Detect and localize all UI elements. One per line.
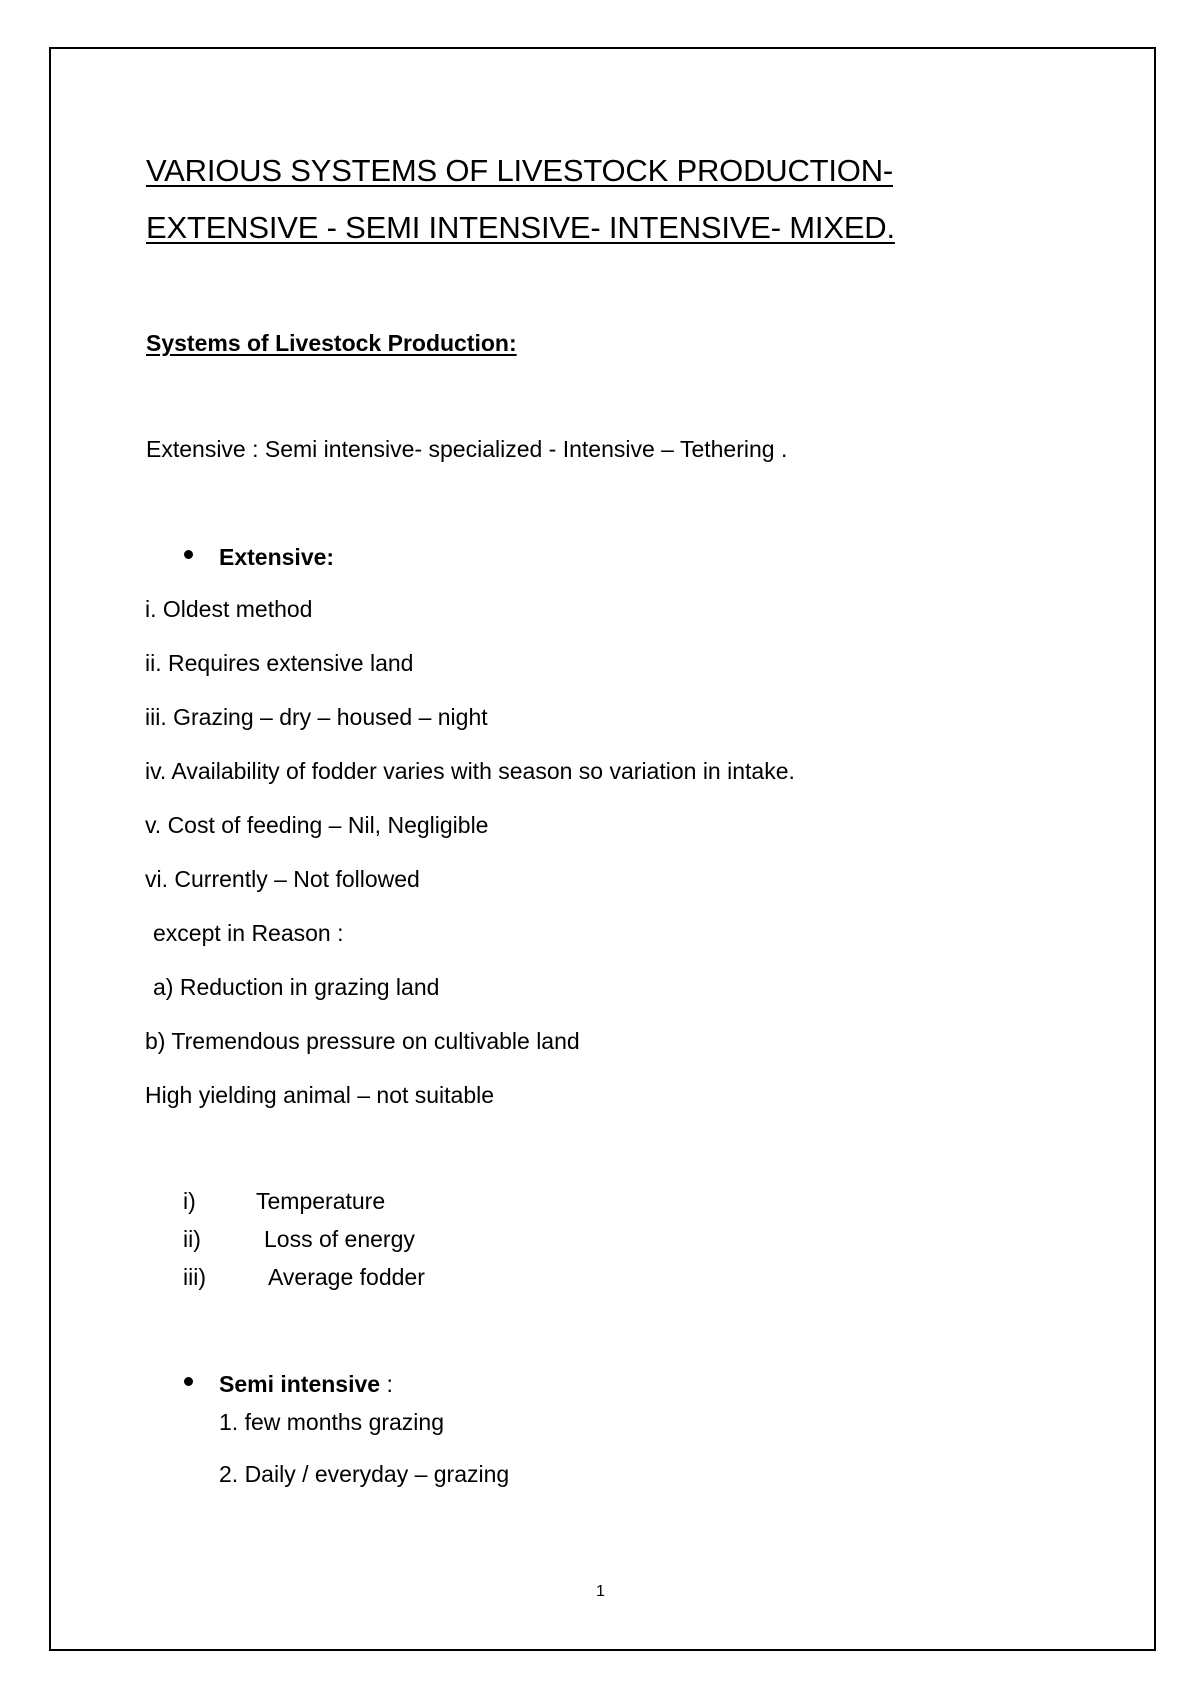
document-title-line-2: EXTENSIVE - SEMI INTENSIVE- INTENSIVE- MIXED. — [146, 210, 895, 245]
except-label: except in Reason : — [153, 920, 344, 946]
bullet-icon — [184, 550, 193, 559]
semi-intensive-point: 2. Daily / everyday – grazing — [219, 1461, 510, 1487]
page-border — [49, 47, 1156, 1651]
extensive-point: ii. Requires extensive land — [145, 650, 414, 676]
extensive-point: v. Cost of feeding – Nil, Negligible — [145, 812, 489, 838]
reason-item: a) Reduction in grazing land — [153, 974, 440, 1000]
extensive-point: iii. Grazing – dry – housed – night — [145, 704, 488, 730]
extensive-point: vi. Currently – Not followed — [145, 866, 420, 892]
bullet-icon — [184, 1377, 193, 1386]
sub-list-text: Loss of energy — [264, 1226, 415, 1252]
reason-item: b) Tremendous pressure on cultivable land — [145, 1028, 580, 1054]
sub-list-text: Temperature — [256, 1188, 386, 1214]
semi-intensive-heading-row — [219, 1373, 393, 1396]
extensive-heading: Extensive: — [219, 544, 335, 570]
semi-intensive-point: 1. few months grazing — [219, 1409, 445, 1435]
sub-list-text: Average fodder — [268, 1264, 425, 1290]
summary-line: Extensive : Semi intensive- specialized - Intensive – Tethering . — [146, 436, 788, 462]
extensive-point: iv. Availability of fodder varies with season so variation in intake. — [145, 758, 795, 784]
sub-list-number: i) — [183, 1188, 196, 1214]
semi-intensive-heading: Semi intensive — [219, 1371, 381, 1397]
sub-list-number: ii) — [183, 1226, 201, 1252]
semi-intensive-heading-suffix: : — [380, 1371, 393, 1397]
extensive-point: i. Oldest method — [145, 596, 313, 622]
high-yielding-note: High yielding animal – not suitable — [145, 1082, 495, 1108]
sub-list-number: iii) — [183, 1264, 206, 1290]
document-title-line-1: VARIOUS SYSTEMS OF LIVESTOCK PRODUCTION- — [146, 153, 894, 188]
page-number: 1 — [596, 1583, 605, 1600]
section-heading: Systems of Livestock Production: — [146, 330, 517, 356]
